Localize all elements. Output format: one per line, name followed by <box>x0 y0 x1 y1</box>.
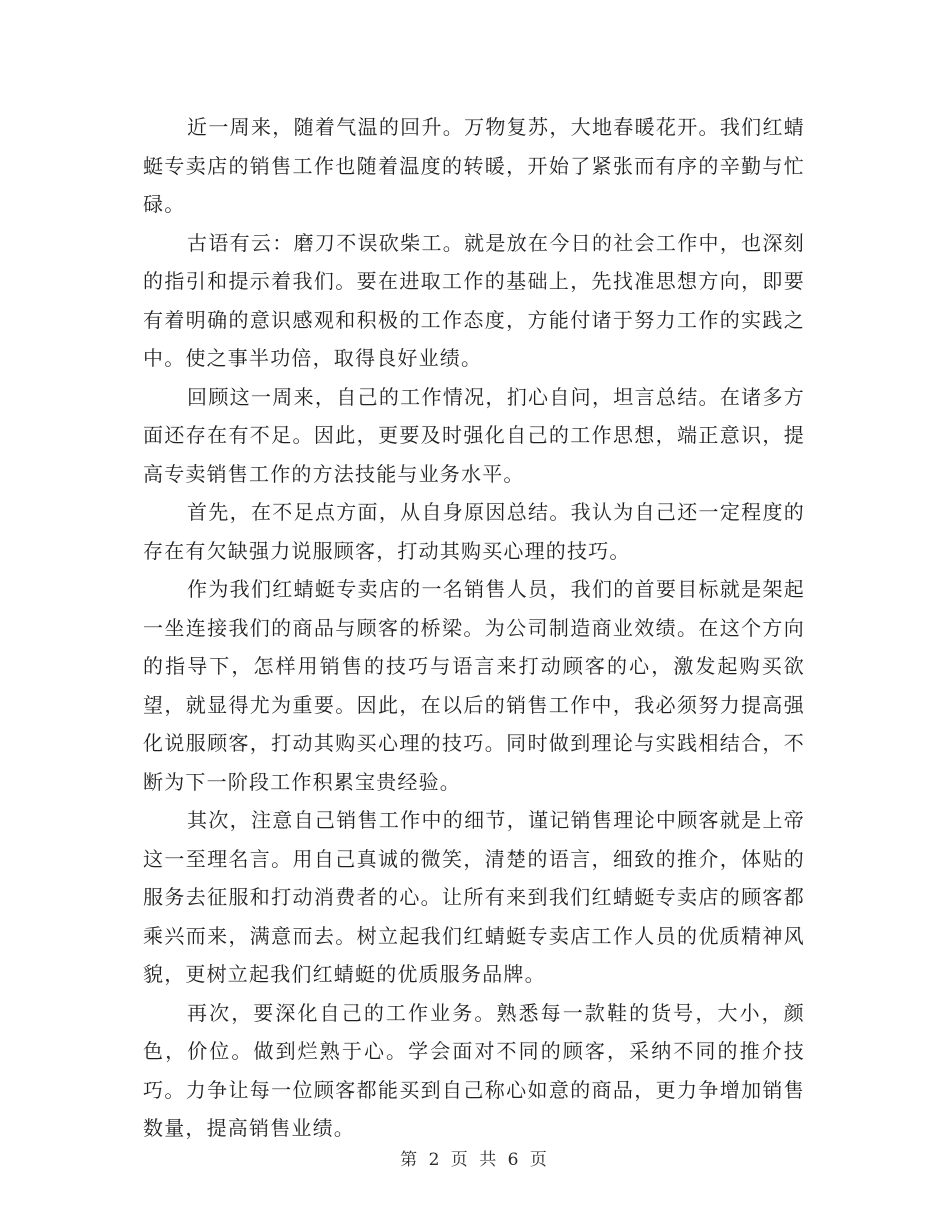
document-body <box>143 108 805 1148</box>
paragraph-5: 作为我们红蜻蜓专卖店的一名销售人员，我们的首要目标就是架起一坐连接我们的商品与顾客的桥梁。为公司制造商业效绩。在这个方向的指导下，怎样用销售的技巧与语言来打动顾客的心，激发起购买欲望，就显得尤为重要。因此，在以后的销售工作中，我必须努力提高强化说服顾客，打动其购买心理的技巧。同时做到理论与实践相结合，不断为下一阶段工作积累宝贵经验。 <box>143 577 805 794</box>
paragraph-2: 古语有云：磨刀不误砍柴工。就是放在今日的社会工作中，也深刻的指引和提示着我们。要在进取工作的基础上，先找准思想方向，即要有着明确的意识感观和积极的工作态度，方能付诸于努力工作的实践之中。使之事半功倍，取得良好业绩。 <box>143 230 805 370</box>
paragraph-3: 回顾这一周来，自己的工作情况，扪心自问，坦言总结。在诸多方面还存在有不足。因此，更要及时强化自己的工作思想，端正意识，提高专卖销售工作的方法技能与业务水平。 <box>143 384 805 486</box>
page-number-footer: 第 2 页 共 6 页 <box>400 1150 550 1170</box>
paragraph-1: 近一周来，随着气温的回升。万物复苏，大地春暖花开。我们红蜻蜓专卖店的销售工作也随着温度的转暖，开始了紧张而有序的辛勤与忙碌。 <box>143 115 805 216</box>
paragraph-6: 其次，注意自己销售工作中的细节，谨记销售理论中顾客就是上帝这一至理名言。用自己真诚的微笑，清楚的语言，细致的推介，体贴的服务去征服和打动消费者的心。让所有来到我们红蜻蜓专卖店的顾客都乘兴而来，满意而去。树立起我们红蜻蜓专卖店工作人员的优质精神风貌，更树立起我们红蜻蜓的优质服务品牌。 <box>143 808 805 986</box>
paragraph-7: 再次，要深化自己的工作业务。熟悉每一款鞋的货号，大小，颜色，价位。做到烂熟于心。学会面对不同的顾客，采纳不同的推介技巧。力争让每一位顾客都能买到自己称心如意的商品，更力争增加销售数量，提高销售业绩。 <box>143 1000 805 1140</box>
paragraph-4: 首先，在不足点方面，从自身原因总结。我认为自己还一定程度的存在有欠缺强力说服顾客，打动其购买心理的技巧。 <box>143 500 805 563</box>
